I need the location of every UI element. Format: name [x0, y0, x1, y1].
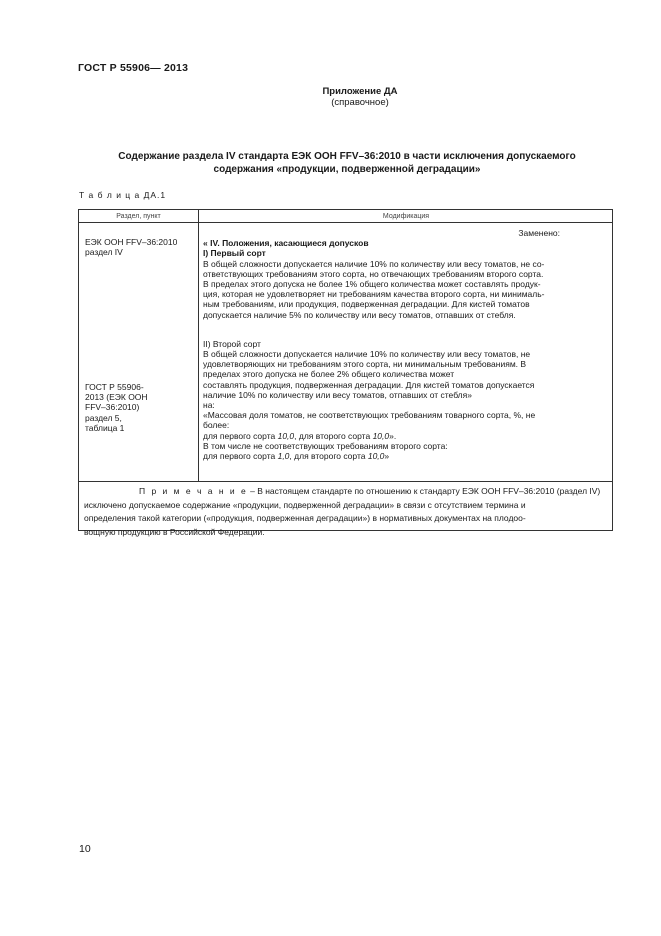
- first-grade-text: [203, 259, 607, 320]
- section-line: раздел 5,: [85, 412, 122, 423]
- note-line: исключено допускаемое содержание «продукции, подверженной деградации» в связи с отсутствием термина и: [84, 499, 526, 510]
- value-second-grade: 10,0: [372, 430, 390, 441]
- replacement-label: на:: [203, 400, 215, 411]
- text-line: ответствующих требованиям этого сорта, но отвечающих требованиям второго сорта.: [203, 268, 544, 279]
- section-line: 2013 (ЕЭК ООН: [85, 392, 148, 403]
- text-fragment: ».: [389, 430, 397, 441]
- document-title-line-1: Содержание раздела IV стандарта ЕЭК ООН FFV–36:2010 в части исключения допускаемого: [118, 151, 576, 162]
- text-line: удовлетворяющих ни требованиям этого сорта, ни минимальным требованиям. В: [203, 359, 527, 370]
- text-line: В том числе не соответствующих требованиям второго сорта:: [203, 440, 448, 451]
- text-fragment: , для второго сорта: [294, 430, 373, 441]
- value-second-grade: 10,0: [367, 451, 385, 462]
- note-line: вощную продукцию в Российской Федерации.: [84, 526, 265, 537]
- note-label: П р и м е ч а н и е: [139, 486, 248, 496]
- section-cell-gost: [85, 382, 195, 433]
- second-grade-heading: II) Второй сорт: [203, 338, 261, 349]
- text-line: В пределах этого допуска не более 1% общего количества может составлять продук-: [203, 279, 541, 290]
- document-title: [80, 150, 614, 176]
- value-first-grade: 1,0: [277, 451, 290, 462]
- text-line: более:: [203, 420, 230, 431]
- section-cell-original: [85, 237, 195, 257]
- modification-cell: [203, 228, 607, 461]
- text-line: наличие 10% по количеству или весу томатов, отпавших от стебля»: [203, 389, 472, 400]
- header-modification-column: Модификация: [382, 213, 430, 220]
- column-divider: [198, 210, 199, 481]
- section-line: ГОСТ Р 55906-: [85, 382, 144, 392]
- table-note: [84, 485, 607, 539]
- replacement-text: [203, 410, 607, 430]
- text-line: В общей сложности допускается наличие 10% по количеству или весу томатов, не со-: [203, 258, 545, 269]
- annex-subtitle: (справочное): [331, 97, 389, 108]
- first-grade-heading: I) Первый сорт: [203, 248, 266, 259]
- text-line: В общей сложности допускается наличие 10% по количеству или весу томатов, не: [203, 349, 531, 360]
- second-grade-text: [203, 349, 607, 400]
- value-first-grade: 10,0: [277, 430, 295, 441]
- text-fragment: , для второго сорта: [289, 451, 368, 462]
- section-line: ЕЭК ООН FFV–36:2010: [85, 237, 178, 247]
- text-line: ным требованиям, или продукция, подверженная деградации. Для кистей томатов: [203, 299, 530, 310]
- annex-title: Приложение ДА: [322, 86, 398, 97]
- section-line: таблица 1: [85, 422, 125, 433]
- replaced-label: Заменено:: [518, 228, 560, 238]
- grade-values-line: [203, 451, 607, 461]
- text-fragment: »: [384, 451, 390, 462]
- text-line: пределах этого допуска не более 2% общего количества может: [203, 369, 455, 380]
- grade-values-line: [203, 431, 607, 441]
- modification-table: [78, 209, 613, 537]
- text-line: допускается наличие 5% по количеству или весу томатов, отпавших от стебля.: [203, 309, 516, 320]
- section-heading: « IV. Положения, касающиеся допусков: [203, 238, 369, 249]
- text-line: ция, которая не удовлетворяет ни требованиям качества второго сорта, ни минималь-: [203, 289, 545, 300]
- note-divider: [79, 481, 612, 482]
- text-line: «Массовая доля томатов, не соответствующих требованиям товарного сорта, %, не: [203, 410, 536, 421]
- document-title-line-2: содержания «продукции, подверженной деградации»: [213, 164, 481, 175]
- note-first-line: [84, 485, 607, 499]
- text-fragment: для первого сорта: [203, 451, 278, 462]
- section-line: FFV–36:2010): [85, 402, 140, 413]
- page-number: 10: [79, 843, 91, 855]
- header-section-column: Раздел, пункт: [116, 213, 161, 220]
- text-fragment: для первого сорта: [203, 430, 278, 441]
- text-line: составлять продукция, подверженная деградации. Для кистей томатов допускается: [203, 379, 535, 390]
- table-label: Т а б л и ц а ДА.1: [79, 190, 167, 200]
- note-text: – В настоящем стандарте по отношению к стандарту ЕЭК ООН FFV–36:2010 (раздел IV): [247, 486, 601, 496]
- standard-designation: ГОСТ Р 55906— 2013: [78, 62, 189, 74]
- section-line: раздел IV: [85, 247, 123, 258]
- header-divider: [79, 222, 612, 223]
- note-line: определения такой категории («продукция, подверженная деградации») в нормативных документах на плодоо-: [84, 513, 526, 524]
